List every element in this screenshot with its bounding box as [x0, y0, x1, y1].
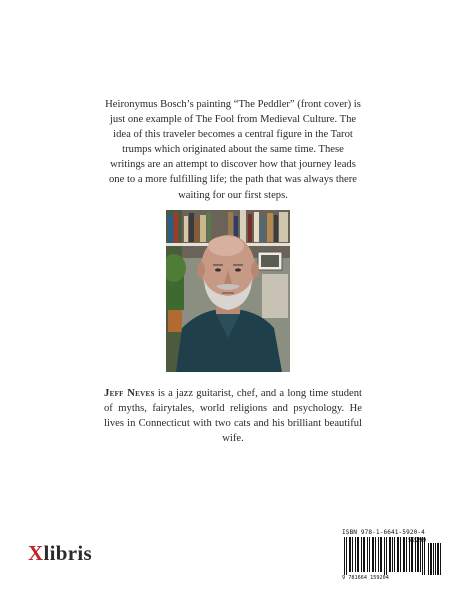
barcode-bars: [342, 537, 442, 577]
author-bio: [104, 386, 362, 446]
publisher-logo: [28, 541, 92, 566]
isbn-text: ISBN 978-1-6641-5920-4: [342, 529, 425, 536]
author-name: Jeff Neves: [104, 388, 155, 399]
author-photo: [166, 210, 290, 372]
barcode-addon-number: 52299: [408, 537, 427, 544]
publisher-logo-text: libris: [43, 541, 92, 565]
isbn-barcode: [342, 529, 442, 581]
author-portrait-image: [166, 210, 290, 372]
back-cover-blurb: Heironymus Bosch’s painting “The Peddler” (front cover) is just one example of The Fool from Medieval Culture. The idea of this traveler becomes a central figure in the Tarot trumps which originated about the same time. These writings are an attempt to discover how that journey leads one to a more fulfilling life; the path that was always there waiting for our first steps.: [105, 99, 361, 201]
barcode-number: 9 781664 159204: [342, 575, 389, 581]
publisher-logo-x: X: [28, 541, 44, 565]
author-bio-text: is a jazz guitarist, chef, and a long time student of myths, fairytales, world religions and psychology. He lives in Connecticut with two cats and his brilliant beautiful wife.: [104, 388, 362, 445]
